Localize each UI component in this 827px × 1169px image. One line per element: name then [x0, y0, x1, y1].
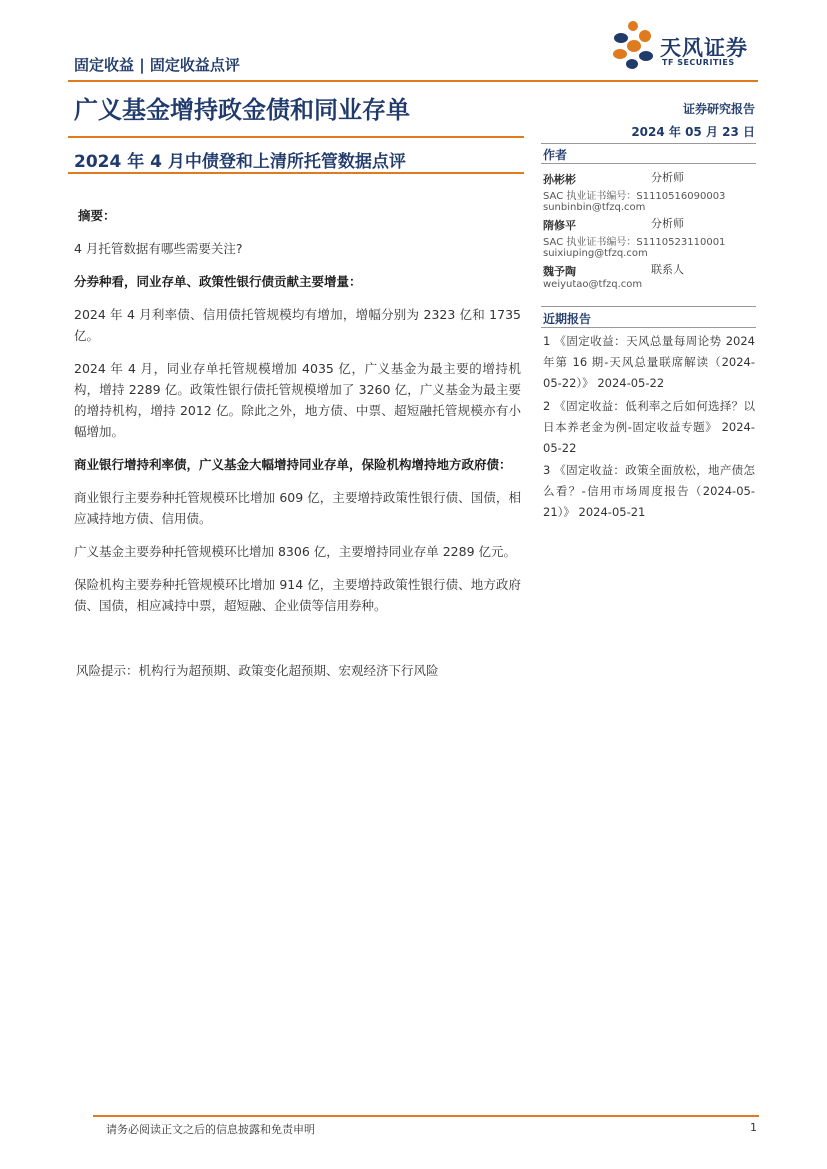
body-paragraph: 2024 年 4 月利率债、信用债托管规模均有增加，增幅分别为 2323 亿和 1735 亿。 [74, 307, 521, 343]
sub-title: 2024 年 4 月中债登和上清所托管数据点评 [74, 152, 406, 172]
author-name: 孙彬彬 [543, 173, 576, 186]
recent-heading-divider [541, 327, 756, 328]
footer-disclaimer: 请务必阅读正文之后的信息披露和免责申明 [106, 1123, 315, 1136]
author-name: 魏予陶 [543, 265, 576, 278]
body-paragraph: 4 月托管数据有哪些需要关注? [74, 241, 243, 256]
logo-english-name: TF SECURITIES [662, 58, 735, 67]
body-paragraph: 保险机构主要券种托管规模环比增加 914 亿，主要增持政策性银行债、地方政府债、国债，相应减持中票，超短融、企业债等信用券种。 [74, 577, 521, 613]
report-category: 固定收益 | 固定收益点评 [74, 56, 240, 74]
report-body [74, 205, 521, 628]
author-email: suixiuping@tfzq.com [543, 248, 648, 259]
logo-mark-icon [610, 18, 660, 74]
company-logo [610, 18, 770, 74]
logo-name: 天风证券 [660, 36, 748, 60]
authors-heading-divider [541, 163, 756, 164]
sidebar-top-divider [541, 143, 756, 144]
recent-report-item[interactable]: 2 《固定收益：低利率之后如何选择？以日本养老金为例-固定收益专题》 2024-05-22 [543, 399, 755, 455]
author-name: 隋修平 [543, 219, 576, 232]
author-email: sunbinbin@tfzq.com [543, 202, 646, 213]
title-divider [68, 136, 524, 138]
author-role: 分析师 [651, 217, 684, 230]
risk-warning: 风险提示：机构行为超预期、政策变化超预期、宏观经济下行风险 [76, 663, 439, 678]
authors-heading: 作者 [543, 148, 568, 162]
author-role: 联系人 [651, 263, 684, 276]
header-divider [68, 80, 758, 82]
author-sac: SAC 执业证书编号：S1110523110001 [543, 237, 726, 248]
body-paragraph: 广义基金主要券种托管规模环比增加 8306 亿，主要增持同业存单 2289 亿元。 [74, 544, 517, 559]
body-paragraph: 商业银行主要券种托管规模环比增加 609 亿，主要增持政策性银行债、国债，相应减持地方债、信用债。 [74, 490, 521, 526]
main-title: 广义基金增持政金债和同业存单 [74, 96, 410, 124]
recent-report-item[interactable]: 3 《固定收益：政策全面放松，地产债怎么看？-信用市场周度报告（2024-05-21）》 2024-05-21 [543, 463, 755, 519]
body-paragraph: 2024 年 4 月，同业存单托管规模增加 4035 亿，广义基金为最主要的增持机构，增持 2289 亿。政策性银行债托管规模增加了 3260 亿，广义基金为最主要的增持机构，增持 2012 亿。除此之外，地方债、中票、超短融托管规模亦有小幅增加。 [74, 361, 521, 439]
report-date: 2024 年 05 月 23 日 [631, 125, 755, 139]
footer-divider [93, 1115, 759, 1117]
recent-top-divider [541, 306, 756, 307]
author-block-1 [543, 168, 757, 213]
summary-label: 摘要： [78, 208, 116, 223]
page-number: 1 [750, 1121, 757, 1134]
author-email: weiyutao@tfzq.com [543, 279, 643, 290]
author-block-2 [543, 214, 757, 259]
section-heading: 商业银行增持利率债，广义基金大幅增持同业存单，保险机构增持地方政府债： [74, 457, 512, 472]
author-role: 分析师 [651, 171, 684, 184]
recent-reports-heading: 近期报告 [543, 312, 592, 326]
author-sac: SAC 执业证书编号：S1110516090003 [543, 191, 726, 202]
recent-report-item[interactable]: 1 《固定收益：天风总量每周论势 2024 年第 16 期-天风总量联席解读（2024-05-22）》 2024-05-22 [543, 334, 755, 390]
author-block-3 [543, 260, 757, 290]
section-heading: 分券种看，同业存单、政策性银行债贡献主要增量： [74, 274, 362, 289]
subtitle-divider [68, 172, 524, 174]
report-type: 证券研究报告 [682, 102, 755, 116]
